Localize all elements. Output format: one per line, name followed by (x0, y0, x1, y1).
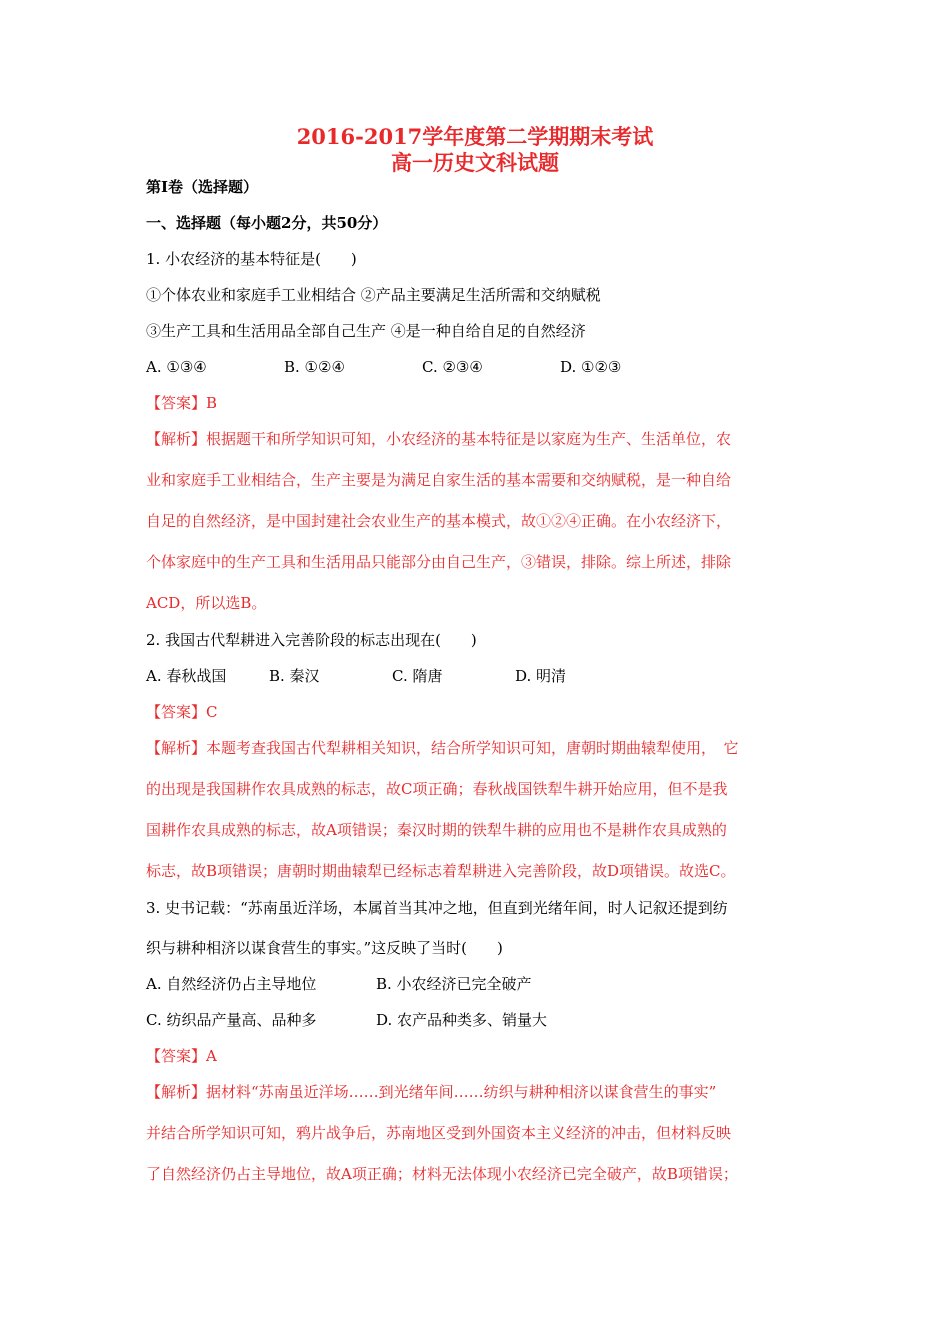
question-2-analysis-line: 【解析】本题考查我国古代犁耕相关知识，结合所学知识可知，唐朝时期曲辕犁使用， 它 (146, 739, 739, 757)
question-1-statement: ①个体农业和家庭手工业相结合 ②产品主要满足生活所需和交纳赋税 (146, 286, 601, 304)
option-d: D. 明清 (515, 667, 567, 685)
section-instructions: 一、选择题（每小题2分，共50分） (146, 214, 388, 232)
question-1-analysis-line: 个体家庭中的生产工具和生活用品只能部分由自己生产，③错误，排除。综上所述，排除 (146, 553, 732, 571)
question-3-options (146, 974, 532, 994)
option-c: C. 隋唐 (392, 667, 443, 685)
question-3-analysis-line: 【解析】据材料“苏南虽近洋场……到光绪年间……纺织与耕种相济以谋食营生的事实” (146, 1083, 717, 1101)
question-2-answer: 【答案】C (146, 703, 218, 721)
question-2-stem: 2. 我国古代犁耕进入完善阶段的标志出现在( ) (146, 631, 477, 649)
question-1-analysis-line: 【解析】根据题干和所学知识可知，小农经济的基本特征是以家庭为生产、生活单位，农 (146, 430, 732, 448)
question-3-analysis-line: 并结合所学知识可知，鸦片战争后，苏南地区受到外国资本主义经济的冲击，但材料反映 (146, 1124, 732, 1142)
question-1-analysis-line: 业和家庭手工业相结合，生产主要是为满足自家生活的基本需要和交纳赋税，是一种自给 (146, 471, 732, 489)
option-c: C. ②③④ (422, 358, 483, 376)
question-3-stem: 织与耕种相济以谋食营生的事实。”这反映了当时( ) (146, 939, 503, 957)
exam-subtitle: 高一历史文科试题 (391, 150, 559, 175)
exam-title: 2016-2017学年度第二学期期末考试 (296, 124, 654, 149)
question-1-options (146, 357, 621, 377)
question-1-analysis-line: 自足的自然经济，是中国封建社会农业生产的基本模式，故①②④正确。在小农经济下， (146, 512, 732, 530)
option-c: C. 纺织品产量高、品种多 (146, 1011, 317, 1029)
question-3-options (146, 1010, 547, 1030)
option-d: D. ①②③ (560, 358, 622, 376)
option-a: A. 自然经济仍占主导地位 (146, 975, 317, 993)
question-1-stem: 1. 小农经济的基本特征是( ) (146, 250, 357, 268)
option-a: A. 春秋战国 (146, 667, 227, 685)
question-2-analysis-line: 国耕作农具成熟的标志，故A项错误；秦汉时期的铁犁牛耕的应用也不是耕作农具成熟的 (146, 821, 727, 839)
option-d: D. 农产品种类多、销量大 (376, 1011, 548, 1029)
question-3-stem: 3. 史书记载：“苏南虽近洋场，本属首当其冲之地，但直到光绪年间，时人记叙还提到纺 (146, 899, 728, 917)
option-b: B. 小农经济已完全破产 (376, 975, 532, 993)
part-title: 第Ⅰ卷（选择题） (146, 178, 259, 196)
question-2-options (146, 666, 566, 686)
question-1-statement: ③生产工具和生活用品全部自己生产 ④是一种自给自足的自然经济 (146, 322, 586, 340)
question-1-analysis-line: ACD，所以选B。 (146, 594, 267, 612)
option-a: A. ①③④ (146, 358, 207, 376)
question-3-analysis-line: 了自然经济仍占主导地位，故A项正确；材料无法体现小农经济已完全破产，故B项错误； (146, 1165, 738, 1183)
question-3-answer: 【答案】A (146, 1047, 217, 1065)
option-b: B. ①②④ (284, 358, 345, 376)
question-1-answer: 【答案】B (146, 394, 218, 412)
option-b: B. 秦汉 (269, 667, 320, 685)
question-2-analysis-line: 的出现是我国耕作农具成熟的标志，故C项正确；春秋战国铁犁牛耕开始应用，但不是我 (146, 780, 728, 798)
question-2-analysis-line: 标志，故B项错误；唐朝时期曲辕犁已经标志着犁耕进入完善阶段，故D项错误。故选C。 (146, 862, 736, 880)
